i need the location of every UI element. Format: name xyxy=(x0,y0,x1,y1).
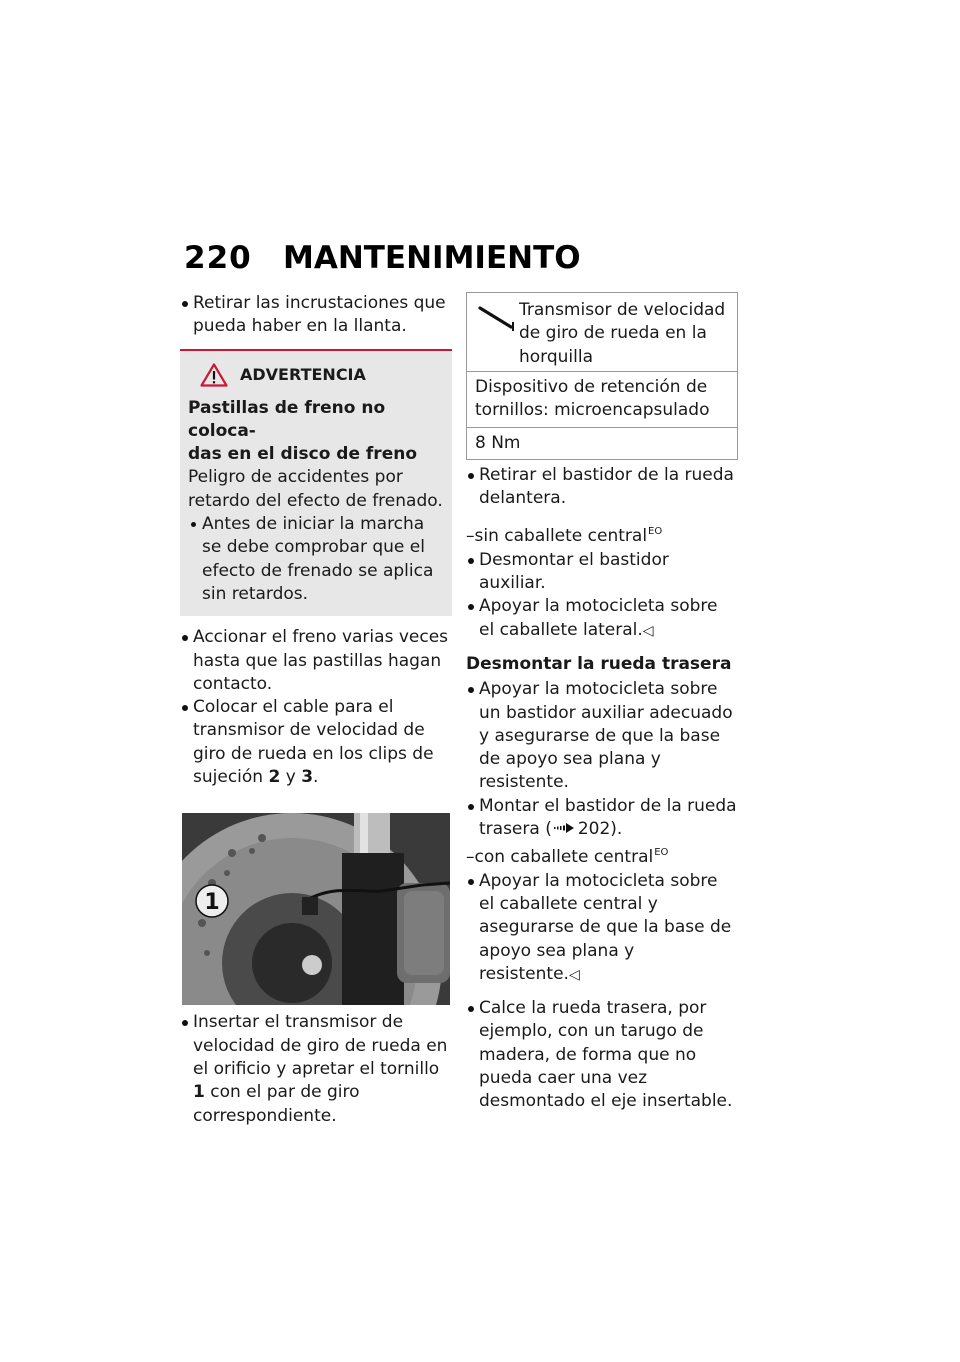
warning-box xyxy=(180,349,452,617)
torque-wrench-icon xyxy=(477,303,517,331)
warning-sub-item: Antes de iniciar la marcha se debe comprobar que el efecto de frenado se aplica sin retardos. xyxy=(188,513,444,606)
photo-callout-1: 1 xyxy=(204,890,220,916)
list-item-text: Insertar el transmisor de velocidad de giro de rueda en el orificio y apretar el tornillo xyxy=(193,1012,448,1079)
reference-number: 1 xyxy=(193,1082,205,1103)
left-column xyxy=(180,292,452,1128)
list-item-text: Retirar las incrustaciones que pueda haber en la llanta. xyxy=(193,293,446,337)
list-item xyxy=(466,870,738,987)
list-item xyxy=(466,549,738,596)
list-item-text: con el par de giro correspondiente. xyxy=(193,1082,360,1126)
spec-value: 8 Nm xyxy=(475,432,521,453)
optional-equipment-mark: EO xyxy=(654,847,669,859)
warning-title-line-1: Pastillas de freno no coloca- xyxy=(188,397,386,441)
condition-line xyxy=(466,520,738,548)
list-item-text: . xyxy=(313,767,319,788)
brake-caliper-photo xyxy=(182,813,450,1005)
list-item-text: Accionar el freno varias veces hasta que las pastillas hagan contacto. xyxy=(193,627,449,694)
list-item xyxy=(180,696,452,789)
list-item-text: Desmontar el bastidor auxiliar. xyxy=(479,549,669,594)
list-item xyxy=(466,464,738,511)
right-column xyxy=(466,292,738,1114)
condition-line xyxy=(466,841,738,869)
warning-title xyxy=(188,397,444,467)
list-item-text: Apoyar la motocicleta sobre el caballete central y asegurarse de que la base de apoyo sea plana y resistente. xyxy=(479,870,732,984)
list-item xyxy=(466,595,738,643)
spec-header xyxy=(467,293,737,372)
list-item xyxy=(180,1011,452,1127)
end-mark: ◁ xyxy=(642,622,654,639)
list-item xyxy=(180,292,452,339)
warning-text: Peligro de accidentes por retardo del efecto de frenado. xyxy=(188,467,443,511)
reference-number: 2 xyxy=(268,767,281,788)
list-item-text: Montar el bastidor de la rueda trasera ( xyxy=(479,795,737,840)
list-item-text: Apoyar la motocicleta sobre un bastidor auxiliar adecuado y asegurarse de que la base de apoyo sea plana y resistente. xyxy=(479,679,733,793)
warning-triangle-icon xyxy=(200,363,228,387)
page-reference-arrow-icon xyxy=(554,822,576,834)
warning-label: ADVERTENCIA xyxy=(240,364,366,384)
spec-row: Dispositivo de retención de tornillos: microencapsulado xyxy=(467,372,737,428)
condition-text: –con caballete central xyxy=(466,847,654,868)
warning-header xyxy=(188,363,444,387)
end-mark: ◁ xyxy=(568,966,580,983)
condition-text: –sin caballete central xyxy=(466,526,648,547)
list-item xyxy=(466,678,738,794)
spec-header-text: Transmisor de velocidad de giro de rueda en la horquilla xyxy=(519,300,726,367)
list-item-text: Colocar el cable para el transmisor de velocidad de giro de rueda en los clips de sujeción xyxy=(193,697,434,788)
list-item-text: Calce la rueda trasera, por ejemplo, con un tarugo de madera, de forma que no pueda caer una vez desmontado el eje insertable. xyxy=(479,998,733,1112)
list-item-text: Retirar el bastidor de la rueda delantera. xyxy=(479,464,734,509)
list-item-text: Apoyar la motocicleta sobre el caballete lateral. xyxy=(479,596,718,640)
photo-illustration xyxy=(182,813,450,1005)
optional-equipment-mark: EO xyxy=(648,526,663,538)
torque-spec-table xyxy=(466,292,738,460)
list-item xyxy=(180,626,452,696)
list-item-text: ). xyxy=(610,819,623,840)
list-item xyxy=(466,997,738,1113)
list-item xyxy=(466,795,738,842)
list-item-text: y xyxy=(280,767,302,788)
page-title: MANTENIMIENTO xyxy=(283,240,581,276)
page-reference[interactable]: 202 xyxy=(577,819,611,840)
reference-number: 3 xyxy=(301,767,314,788)
warning-title-line-2: das en el disco de freno xyxy=(188,444,418,465)
page-number: 220 xyxy=(184,240,252,276)
section-heading: Desmontar la rueda trasera xyxy=(466,653,732,674)
